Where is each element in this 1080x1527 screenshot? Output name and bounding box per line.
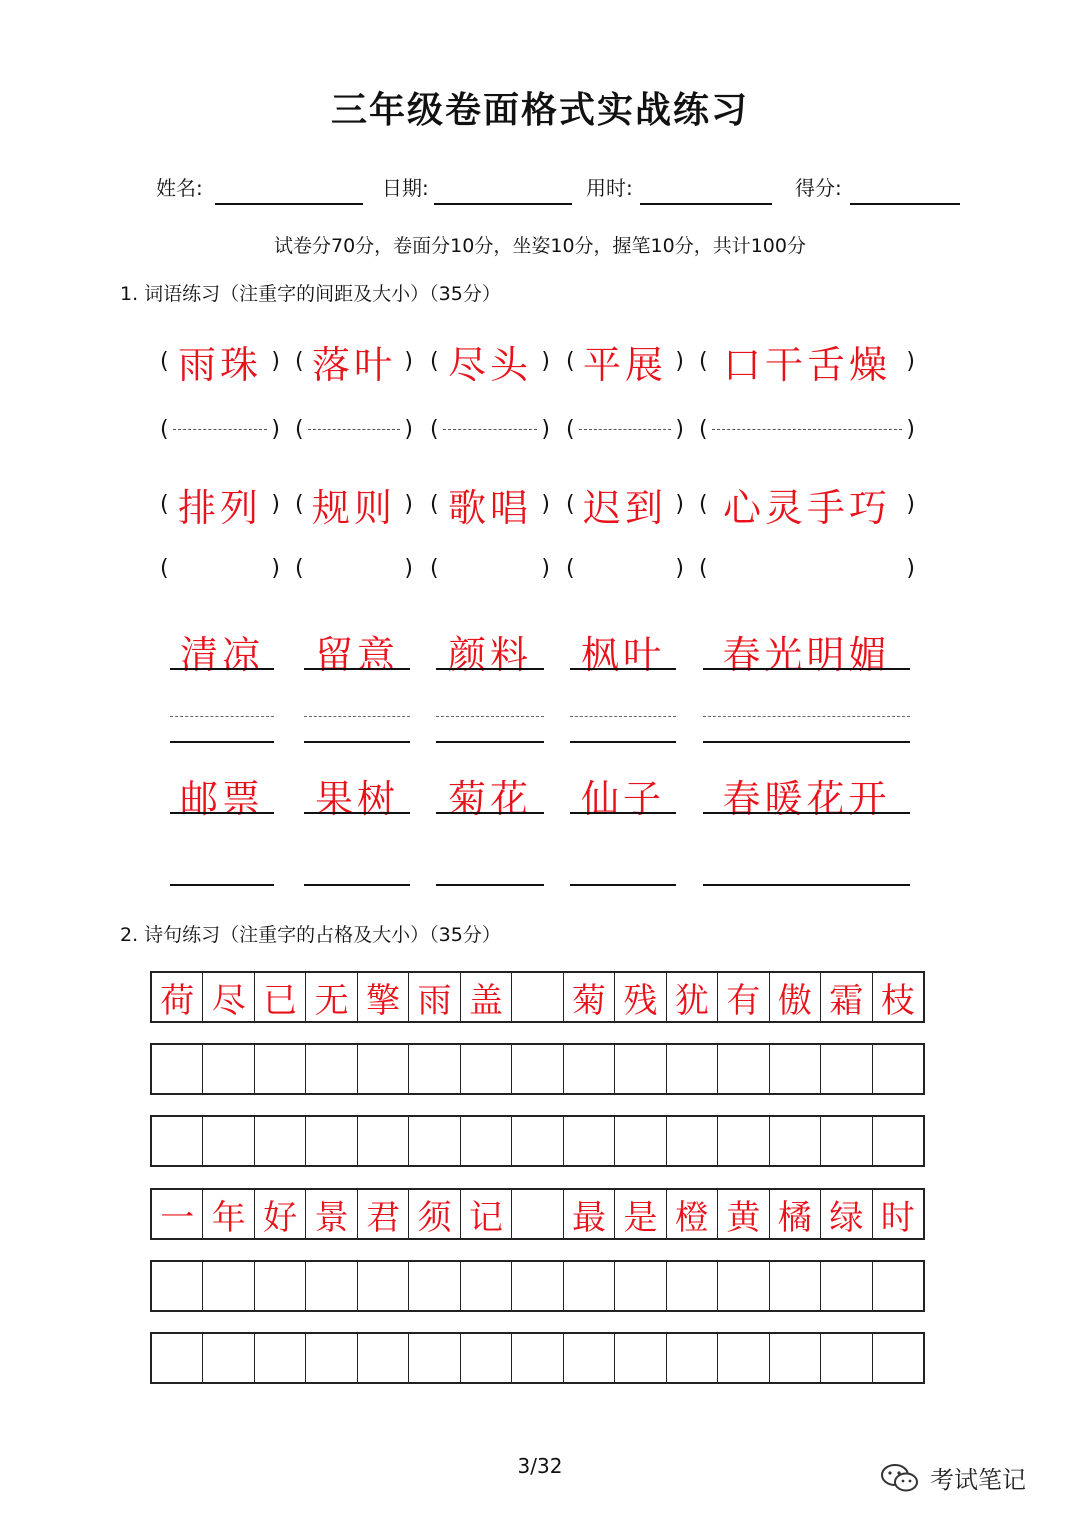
grid-cell: 好 [255,1190,306,1238]
word-cell: ( 歌唱 ) [430,479,550,529]
word-cell: ( 排列 ) [160,479,280,529]
word: 清凉 [179,633,264,677]
page-number: 3/32 [517,1454,563,1478]
section2-title: 2. 诗句练习（注重字的占格及大小）（35分） [120,924,501,946]
answer-field[interactable]: ( ) [430,416,550,442]
grid-cell: 擎 [358,973,409,1021]
answer-line[interactable] [304,741,410,743]
word-cell: ( 心灵手巧 ) [699,479,915,529]
underline [170,668,274,670]
word: 迟到 [582,485,667,530]
underline [570,812,676,814]
grid-cell [512,973,563,1021]
answer-field[interactable]: ( ) [160,416,280,442]
grid-cell: 橙 [667,1190,718,1238]
grid-cell: 无 [306,973,357,1021]
score-field[interactable] [850,203,960,205]
answer-line[interactable] [703,741,910,743]
grid-cell: 一 [152,1190,203,1238]
date-field[interactable] [434,203,572,205]
grid-cell: 有 [718,973,769,1021]
answer-line[interactable] [703,884,910,886]
grid-cell: 菊 [564,973,615,1021]
poem-grid-1 [150,971,925,1023]
grid-cell: 记 [461,1190,512,1238]
word-cell: ( 规则 ) [295,479,413,529]
practice-grid[interactable] [150,1332,925,1384]
word-cell: ( 落叶 ) [295,336,413,386]
grid-cell: 景 [306,1190,357,1238]
grid-cell: 霜 [821,973,872,1021]
grid-cell [512,1190,563,1238]
word: 春暖花开 [722,777,891,821]
answer-field[interactable]: ( ) [160,555,280,581]
score-info: 试卷分70分，卷面分10分，坐姿10分，握笔10分，共计100分 [274,235,806,257]
grid-cell: 是 [615,1190,666,1238]
answer-field[interactable]: ( ) [566,416,684,442]
word: 颜料 [447,633,532,677]
word-cell: ( 口干舌燥 ) [699,336,915,386]
grid-cell: 犹 [667,973,718,1021]
word: 心灵手巧 [722,485,891,530]
grid-cell: 橘 [770,1190,821,1238]
word: 歌唱 [447,485,532,530]
dashed-guide [703,716,910,717]
dashed-guide [170,716,274,717]
word: 落叶 [311,342,396,387]
dashed-guide [436,716,544,717]
watermark-text: 考试笔记 [930,1466,1026,1494]
answer-field[interactable]: ( ) [295,555,413,581]
practice-grid[interactable] [150,1043,925,1095]
grid-cell: 荷 [152,973,203,1021]
grid-cell: 枝 [880,980,915,1021]
answer-line[interactable] [570,884,676,886]
practice-grid[interactable] [150,1260,925,1312]
word: 菊花 [447,777,532,821]
word: 排列 [177,485,262,530]
underline [170,812,274,814]
answer-line[interactable] [436,741,544,743]
grid-cell: 尽 [203,973,254,1021]
answer-field[interactable]: ( ) [566,555,684,581]
answer-field[interactable]: ( ) [699,555,915,581]
wechat-icon [880,1462,920,1494]
answer-line[interactable] [570,741,676,743]
dashed-guide [570,716,676,717]
time-field[interactable] [640,203,772,205]
grid-cell: 绿 [821,1190,872,1238]
word-cell: ( 雨珠 ) [160,336,280,386]
underline [436,812,544,814]
page-title: 三年级卷面格式实战练习 [330,90,749,131]
grid-cell: 最 [564,1190,615,1238]
grid-cell: 年 [203,1190,254,1238]
grid-cell: 雨 [409,973,460,1021]
word: 邮票 [179,777,264,821]
word: 果树 [314,777,399,821]
word: 仙子 [580,777,665,821]
poem-grid-2 [150,1188,925,1240]
time-label: 用时: [586,176,633,200]
word: 尽头 [447,342,532,387]
word: 雨珠 [177,342,262,387]
watermark [880,1460,1026,1495]
date-label: 日期: [382,176,429,200]
underline [304,812,410,814]
underline [703,668,910,670]
answer-field[interactable]: ( ) [430,555,550,581]
grid-cell: 傲 [770,973,821,1021]
grid-cell: 残 [615,973,666,1021]
answer-line[interactable] [170,741,274,743]
underline [703,812,910,814]
word-cell: ( 迟到 ) [566,479,684,529]
underline [304,668,410,670]
word: 留意 [314,633,399,677]
practice-grid[interactable] [150,1115,925,1167]
name-label: 姓名: [156,176,203,200]
dashed-guide [304,716,410,717]
underline [436,668,544,670]
underline [570,668,676,670]
grid-cell: 已 [255,973,306,1021]
word: 枫叶 [580,633,665,677]
grid-cell: 君 [358,1190,409,1238]
score-label: 得分: [795,176,842,200]
grid-cell: 时 [880,1197,915,1238]
grid-cell: 黄 [718,1190,769,1238]
grid-cell: 盖 [461,973,512,1021]
answer-field[interactable]: ( ) [699,416,915,442]
word: 口干舌燥 [722,342,891,387]
grid-cell: 须 [409,1190,460,1238]
answer-line[interactable] [170,884,274,886]
word: 平展 [582,342,667,387]
answer-line[interactable] [304,884,410,886]
answer-field[interactable]: ( ) [295,416,413,442]
name-field[interactable] [215,203,363,205]
answer-line[interactable] [436,884,544,886]
word: 春光明媚 [722,633,891,677]
word-cell: ( 平展 ) [566,336,684,386]
section1-title: 1. 词语练习（注重字的间距及大小）（35分） [120,283,501,305]
word-cell: ( 尽头 ) [430,336,550,386]
word: 规则 [311,485,396,530]
